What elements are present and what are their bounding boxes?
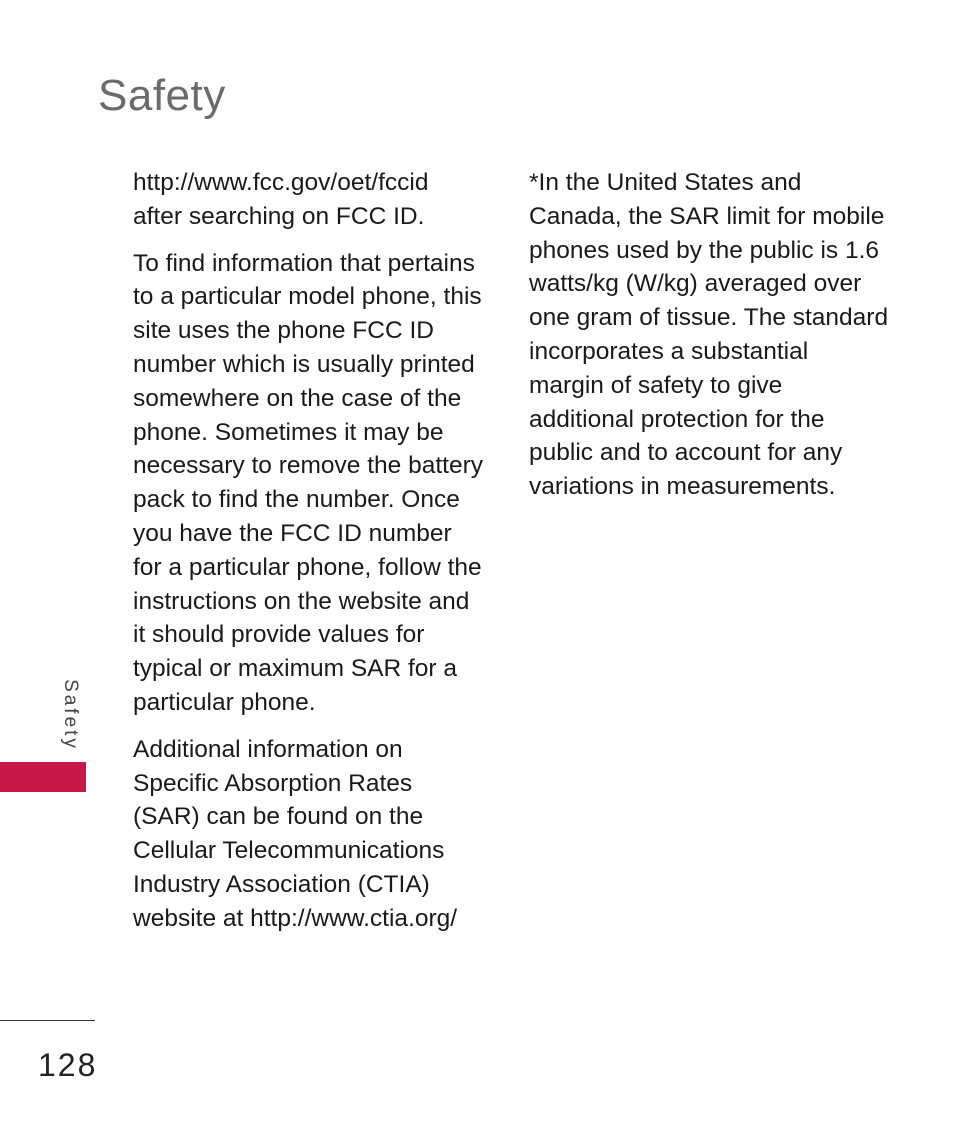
paragraph-fcc-url: http://www.fcc.gov/oet/fccid after searching on FCC ID. (133, 169, 429, 230)
left-column (133, 166, 483, 949)
page-title: Safety (98, 71, 226, 120)
paragraph-find-info: To find information that pertains to a particular model phone, this site uses the phone FCC ID number which is usually printed somewhere on the case of the phone. Sometimes it may be necessary to remove the battery pack to find the number. Once you have the FCC ID number for a particular phone, follow the instructions on the website and it should provide values for typical or maximum SAR for a particular phone. (133, 249, 483, 716)
footer-divider (0, 1020, 95, 1021)
right-column (529, 166, 889, 517)
side-tab-label: Safety (60, 679, 81, 751)
paragraph-sar-limit: *In the United States and Canada, the SAR limit for mobile phones used by the public is 1.6 watts/kg (W/kg) averaged over one gram of tissue. The standard incorporates a substantial margin of safety to give additional protection for the public and to account for any variations in measurements. (529, 169, 889, 501)
page-number: 128 (38, 1047, 98, 1083)
paragraph-additional-info: Additional information on Specific Absorption Rates (SAR) can be found on the Cellular Telecommunications Industry Association (CTIA) website at http://www.ctia.org/ (133, 735, 458, 932)
side-tab-marker (0, 762, 86, 792)
